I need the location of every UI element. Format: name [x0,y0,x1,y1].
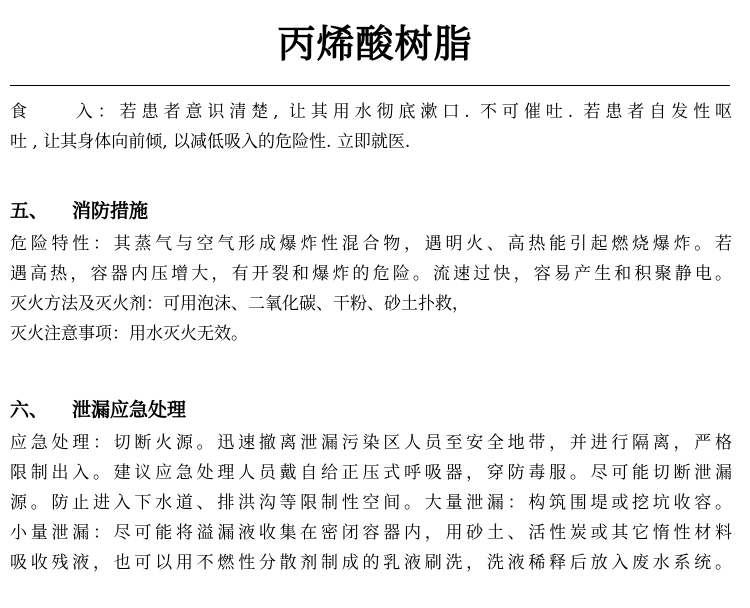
section-5-paragraph [10,229,732,349]
paragraph-line: 吸收残液，也可以用不燃性分散剂制成的乳液刷洗，洗液稀释后放入废水系统。 [10,553,732,573]
food-section-paragraph [10,97,732,157]
section-5-title: 消防措施 [72,200,149,222]
paragraph-line: 应急处理：切断火源。迅速撤离泄漏污染区人员至安全地带，并进行隔离，严格 [10,433,732,453]
paragraph-line: 灭火方法及灭火剂：可用泡沫、二氧化碳、干粉、砂土扑救， [10,294,469,314]
section-6-number: 六、 [10,399,49,421]
section-5-number: 五、 [10,200,49,222]
paragraph-line: 危险特性：其蒸气与空气形成爆炸性混合物，遇明火、高热能引起燃烧爆炸。若 [10,234,732,254]
paragraph-line: 食 入：若患者意识清楚, 让其用水彻底漱口. 不可催吐. 若患者自发性呕 [10,102,732,122]
section-6-heading [10,395,186,425]
paragraph-line: 小量泄漏：尽可能将溢漏液收集在密闭容器内，用砂土、活性炭或其它惰性材料 [10,523,732,543]
paragraph-line: 限制出入。建议应急处理人员戴自给正压式呼吸器，穿防毒服。尽可能切断泄漏 [10,463,732,483]
paragraph-line: 吐 , 让其身体向前倾, 以减低吸入的危险性. 立即就医. [10,132,411,152]
paragraph-line: 遇高热，容器内压增大，有开裂和爆炸的危险。流速过快，容易产生和积聚静电。 [10,264,732,284]
section-5-heading [10,196,148,226]
paragraph-line: 源。防止进入下水道、排洪沟等限制性空间。大量泄漏：构筑围堤或挖坑收容。 [10,493,732,513]
section-6-paragraph [10,428,732,578]
title-divider [10,85,730,86]
page-title: 丙烯酸树脂 [277,22,473,66]
paragraph-line: 灭火注意事项：用水灭火无效。 [10,324,248,344]
section-6-title: 泄漏应急处理 [72,399,187,421]
